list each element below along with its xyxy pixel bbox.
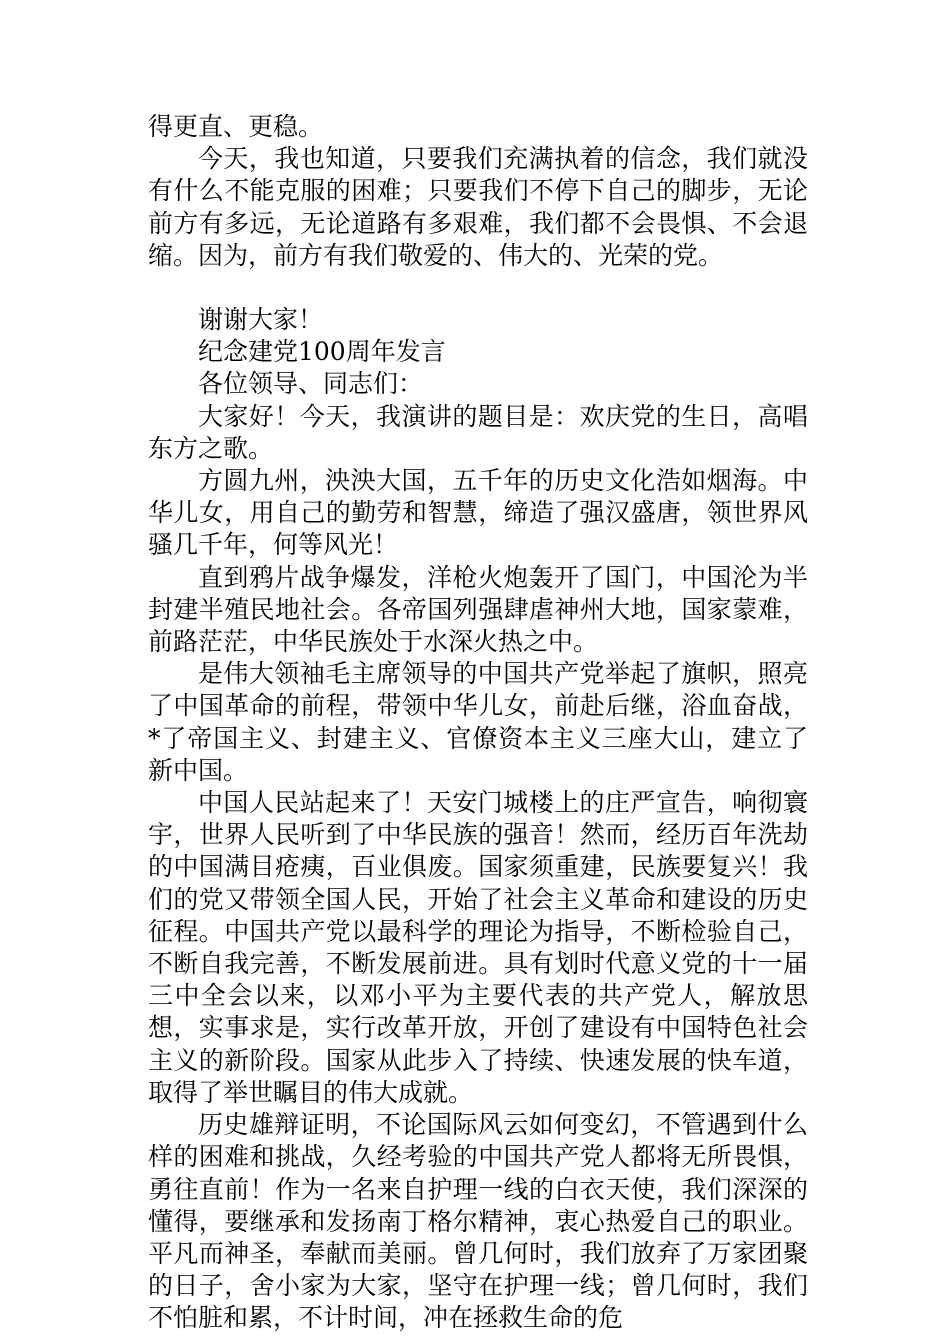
document-body — [148, 111, 808, 1335]
paragraph-greeting: 大家好！今天，我演讲的题目是：欢庆党的生日，高唱东方之歌。 — [148, 401, 808, 463]
paragraph-thanks: 谢谢大家！ — [198, 305, 324, 335]
paragraph-revolution: 是伟大领袖毛主席领导的中国共产党举起了旗帜，照亮了中国革命的前程，带领中华儿女，前赴后继，浴血奋战，*了帝国主义、封建主义、官僚资本主义三座大山，建立了新中国。 — [148, 659, 808, 785]
paragraph-opium-war: 直到鸦片战争爆发，洋枪火炮轰开了国门，中国沦为半封建半殖民地社会。各帝国列强肆虐神州大地，国家蒙难，前路茫茫，中华民族处于水深火热之中。 — [148, 562, 808, 657]
paragraph-continuation: 得更直、更稳。 — [148, 112, 324, 141]
speech-salutation: 各位领导、同志们： — [198, 369, 424, 399]
paragraph-new-china: 中国人民站起来了！天安门城楼上的庄严宣告，响彻寰宇，世界人民听到了中华民族的强音！然而，经历百年洗劫的中国满目疮痍，百业俱废。国家须重建，民族要复兴！我们的党又带领全国人民，开始了社会主义革命和建设的历史征程。中国共产党以最科学的理论为指导，不断检验自己，不断自我完善，不断发展前进。具有划时代意义党的十一届三中全会以来，以邓小平为主要代表的共产党人，解放思想，实事求是，实行改革开放，开创了建设有中国特色社会主义的新阶段。国家从此步入了持续、快速发展的快车道，取得了举世瞩目的伟大成就。 — [148, 788, 808, 1107]
speech-title: 纪念建党100周年发言 — [198, 337, 446, 367]
paragraph-nursing: 历史雄辩证明，不论国际风云如何变幻，不管遇到什么样的困难和挑战，久经考验的中国共产党人都将无所畏惧，勇往直前！作为一名来自护理一线的白衣天使，我们深深的懂得，要继承和发扬南丁格尔精神，衷心热爱自己的职业。平凡而神圣，奉献而美丽。曾几何时，我们放弃了万家团聚的日子，舍小家为大家，坚守在护理一线；曾几何时，我们不怕脏和累，不计时间，冲在拯救生命的危 — [148, 1110, 808, 1333]
paragraph-spacer — [148, 272, 808, 304]
paragraph-belief: 今天，我也知道，只要我们充满执着的信念，我们就没有什么不能克服的困难；只要我们不停下自己的脚步，无论前方有多远，无论道路有多艰难，我们都不会畏惧、不会退缩。因为，前方有我们敬爱的、伟大的、光荣的党。 — [148, 144, 808, 270]
paragraph-history: 方圆九州，泱泱大国，五千年的历史文化浩如烟海。中华儿女，用自己的勤劳和智慧，缔造了强汉盛唐，领世界风骚几千年，何等风光！ — [148, 466, 808, 560]
